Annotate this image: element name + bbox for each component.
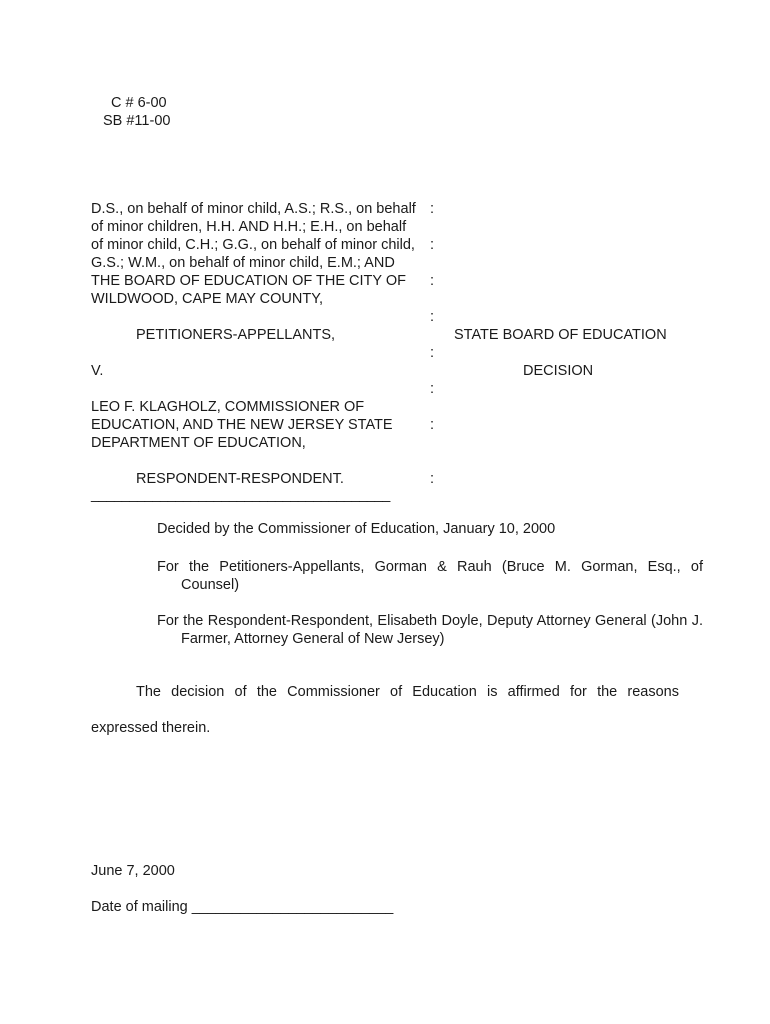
petitioners-line: of minor child, C.H.; G.G., on behalf of minor child, bbox=[91, 237, 415, 253]
caption-colon: : bbox=[430, 201, 435, 217]
petitioners-line: D.S., on behalf of minor child, A.S.; R.S., on behalf bbox=[91, 201, 416, 217]
caption-colon: : bbox=[430, 381, 435, 397]
caption-colon: : bbox=[430, 273, 435, 289]
caption-colon: : bbox=[430, 237, 435, 253]
caption-underline: _______________________________________ bbox=[91, 487, 390, 503]
decision-text-continued: expressed therein. bbox=[91, 720, 211, 736]
sb-number: SB #11-00 bbox=[103, 113, 171, 129]
forum-title: STATE BOARD OF EDUCATION bbox=[454, 327, 667, 343]
petitioners-line: of minor children, H.H. AND H.H.; E.H., on behalf bbox=[91, 219, 407, 235]
decision-date: June 7, 2000 bbox=[91, 863, 175, 879]
caption-colon: : bbox=[430, 417, 435, 433]
case-number: C # 6-00 bbox=[111, 95, 167, 111]
decision-text: The decision of the Commissioner of Education is affirmed for the reasons bbox=[136, 684, 679, 700]
petitioners-line: THE BOARD OF EDUCATION OF THE CITY OF bbox=[91, 273, 406, 289]
counsel-petitioners: For the Petitioners-Appellants, Gorman & Rauh (Bruce M. Gorman, Esq., of Counsel) bbox=[157, 559, 703, 593]
date-of-mailing: Date of mailing _________________________ bbox=[91, 899, 394, 915]
decided-by: Decided by the Commissioner of Education, January 10, 2000 bbox=[157, 521, 556, 537]
respondents-line: DEPARTMENT OF EDUCATION, bbox=[91, 435, 306, 451]
petitioners-line: G.S.; W.M., on behalf of minor child, E.M.; AND bbox=[91, 255, 395, 271]
caption-colon: : bbox=[430, 471, 435, 487]
respondents-line: LEO F. KLAGHOLZ, COMMISSIONER OF bbox=[91, 399, 365, 415]
respondents-role: RESPONDENT-RESPONDENT. bbox=[136, 471, 344, 487]
petitioners-role: PETITIONERS-APPELLANTS, bbox=[136, 327, 336, 343]
caption-colon: : bbox=[430, 345, 435, 361]
counsel-respondents: For the Respondent-Respondent, Elisabeth Doyle, Deputy Attorney General (John J. Farmer, Attorney General of New Jersey) bbox=[157, 613, 703, 647]
caption-colon: : bbox=[430, 309, 435, 325]
petitioners-line: WILDWOOD, CAPE MAY COUNTY, bbox=[91, 291, 324, 307]
versus: V. bbox=[91, 363, 104, 379]
document-type: DECISION bbox=[523, 363, 594, 379]
respondents-line: EDUCATION, AND THE NEW JERSEY STATE bbox=[91, 417, 393, 433]
